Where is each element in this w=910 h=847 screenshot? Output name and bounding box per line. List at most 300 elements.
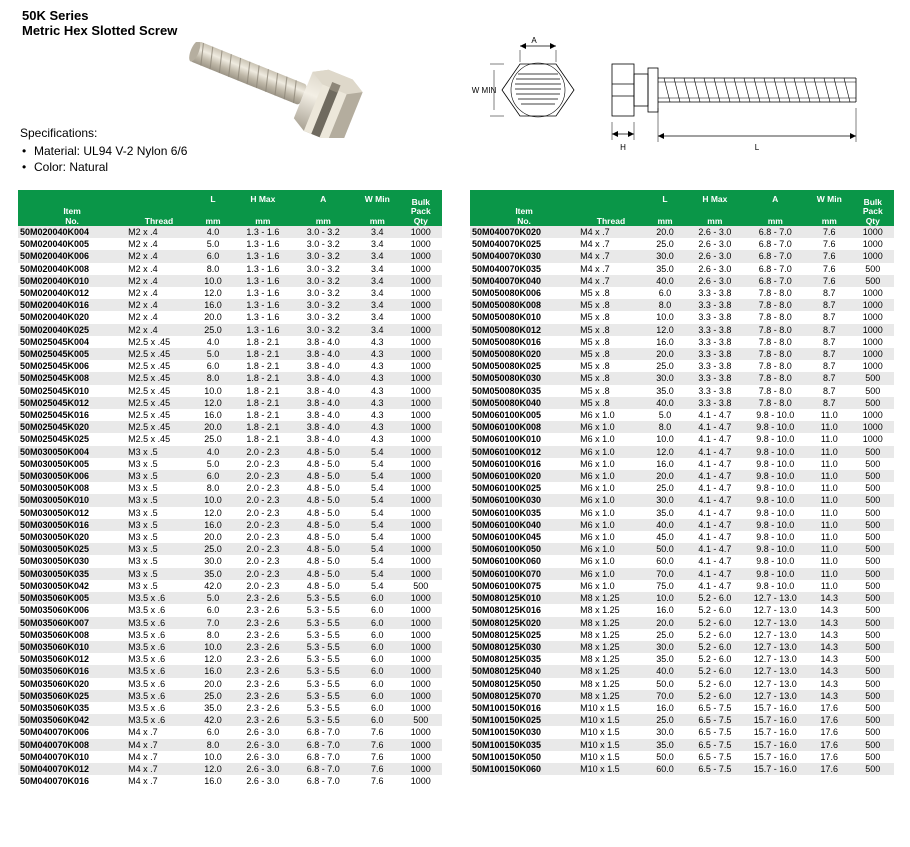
cell-item-no: 50M020040K004 <box>20 227 90 237</box>
table-row <box>18 238 442 250</box>
cell-bulk-qty: 500 <box>865 702 881 713</box>
col-unit-w: mm <box>355 204 400 226</box>
cell-length: 16.0 <box>204 410 222 421</box>
cell-h-max: 4.1 - 4.7 <box>698 532 732 543</box>
table-row <box>470 470 894 482</box>
cell-bulk-qty: 1000 <box>410 507 431 518</box>
cell-length: 8.0 <box>206 739 220 750</box>
cell-item-no: 50M080125K050 <box>472 678 542 689</box>
cell-a: 6.8 - 7.0 <box>758 251 792 262</box>
cell-thread: M10 x 1.5 <box>580 702 620 713</box>
cell-thread: M5 x .8 <box>580 397 610 408</box>
cell-bulk-qty: 1000 <box>862 239 883 250</box>
cell-thread: M3.5 x .6 <box>128 678 166 689</box>
cell-bulk-qty: 1000 <box>410 458 431 469</box>
cell-length: 35.0 <box>656 507 674 518</box>
cell-item-no: 50M030050K016 <box>20 519 90 530</box>
cell-bulk-qty: 500 <box>865 593 881 604</box>
cell-w-min: 3.4 <box>371 227 384 237</box>
cell-item-no: 50M080125K020 <box>472 617 542 628</box>
product-title: Metric Hex Slotted Screw <box>22 23 178 38</box>
cell-a: 12.7 - 13.0 <box>753 617 797 628</box>
cell-thread: M10 x 1.5 <box>580 715 620 726</box>
product-photo <box>168 42 408 138</box>
cell-thread: M4 x .7 <box>128 727 158 738</box>
cell-a: 7.8 - 8.0 <box>758 300 792 311</box>
cell-h-max: 1.3 - 1.6 <box>246 300 280 311</box>
cell-h-max: 1.8 - 2.1 <box>246 397 280 408</box>
table-row <box>18 397 442 409</box>
cell-length: 6.0 <box>206 361 220 372</box>
cell-item-no: 50M030050K042 <box>20 580 90 591</box>
cell-a: 6.8 - 7.0 <box>306 727 340 738</box>
cell-item-no: 50M050080K016 <box>472 336 542 347</box>
cell-w-min: 5.4 <box>371 495 384 506</box>
cell-w-min: 3.4 <box>371 239 384 250</box>
cell-item-no: 50M040070K020 <box>472 227 542 237</box>
cell-item-no: 50M100150K060 <box>472 763 542 774</box>
cell-a: 3.0 - 3.2 <box>306 251 340 262</box>
cell-thread: M5 x .8 <box>580 373 610 384</box>
cell-thread: M5 x .8 <box>580 312 610 323</box>
cell-bulk-qty: 1000 <box>410 263 431 274</box>
cell-length: 12.0 <box>656 324 674 335</box>
cell-thread: M2.5 x .45 <box>128 434 171 445</box>
cell-h-max: 2.3 - 2.6 <box>246 715 280 726</box>
cell-length: 8.0 <box>206 483 220 494</box>
cell-item-no: 50M060100K040 <box>472 519 542 530</box>
cell-thread: M10 x 1.5 <box>580 751 620 762</box>
cell-a: 4.8 - 5.0 <box>306 495 340 506</box>
cell-length: 6.0 <box>206 605 220 616</box>
cell-item-no: 50M025045K025 <box>20 434 90 445</box>
cell-h-max: 2.6 - 3.0 <box>698 275 732 286</box>
cell-thread: M10 x 1.5 <box>580 727 620 738</box>
cell-a: 12.7 - 13.0 <box>753 605 797 616</box>
cell-a: 12.7 - 13.0 <box>753 678 797 689</box>
cell-thread: M8 x 1.25 <box>580 654 620 665</box>
cell-w-min: 14.3 <box>820 690 839 701</box>
cell-item-no: 50M030050K006 <box>20 471 90 482</box>
cell-item-no: 50M030050K020 <box>20 532 90 543</box>
cell-w-min: 3.4 <box>371 275 384 286</box>
table-row <box>18 409 442 421</box>
cell-length: 25.0 <box>656 483 674 494</box>
cell-bulk-qty: 1000 <box>410 776 431 787</box>
cell-length: 40.0 <box>656 397 674 408</box>
cell-bulk-qty: 500 <box>865 275 881 286</box>
cell-thread: M8 x 1.25 <box>580 690 620 701</box>
table-row <box>470 372 894 384</box>
cell-bulk-qty: 500 <box>865 495 881 506</box>
cell-thread: M3 x .5 <box>128 471 158 482</box>
cell-h-max: 5.2 - 6.0 <box>698 666 732 677</box>
cell-bulk-qty: 500 <box>865 373 881 384</box>
cell-w-min: 4.3 <box>371 397 384 408</box>
cell-item-no: 50M060100K010 <box>472 434 542 445</box>
cell-thread: M8 x 1.25 <box>580 617 620 628</box>
table-row <box>18 311 442 323</box>
cell-bulk-qty: 500 <box>865 751 881 762</box>
cell-item-no: 50M060100K075 <box>472 580 542 591</box>
cell-thread: M4 x .7 <box>128 751 158 762</box>
cell-w-min: 6.0 <box>371 678 384 689</box>
cell-thread: M4 x .7 <box>580 251 610 262</box>
cell-thread: M8 x 1.25 <box>580 593 620 604</box>
cell-w-min: 11.0 <box>820 519 838 530</box>
cell-thread: M5 x .8 <box>580 385 610 396</box>
cell-item-no: 50M080125K070 <box>472 690 542 701</box>
cell-a: 4.8 - 5.0 <box>306 507 340 518</box>
cell-h-max: 2.0 - 2.3 <box>246 507 280 518</box>
cell-length: 8.0 <box>658 300 672 311</box>
cell-length: 25.0 <box>204 690 222 701</box>
cell-thread: M10 x 1.5 <box>580 739 620 750</box>
cell-bulk-qty: 1000 <box>862 336 883 347</box>
cell-bulk-qty: 500 <box>865 556 881 567</box>
cell-thread: M3 x .5 <box>128 580 158 591</box>
cell-item-no: 50M035060K005 <box>20 593 90 604</box>
cell-thread: M2 x .4 <box>128 300 158 311</box>
cell-h-max: 1.3 - 1.6 <box>246 275 280 286</box>
cell-thread: M6 x 1.0 <box>580 544 615 555</box>
cell-thread: M3.5 x .6 <box>128 666 166 677</box>
cell-length: 35.0 <box>656 654 674 665</box>
cell-w-min: 17.6 <box>820 715 839 726</box>
cell-a: 9.8 - 10.0 <box>756 532 795 543</box>
cell-item-no: 50M035060K016 <box>20 666 90 677</box>
cell-h-max: 1.8 - 2.1 <box>246 434 280 445</box>
cell-a: 12.7 - 13.0 <box>753 593 797 604</box>
cell-length: 8.0 <box>206 629 220 640</box>
cell-w-min: 4.3 <box>371 434 384 445</box>
cell-h-max: 3.3 - 3.8 <box>698 397 732 408</box>
cell-item-no: 50M025045K008 <box>20 373 90 384</box>
cell-item-no: 50M080125K010 <box>472 593 542 604</box>
cell-bulk-qty: 1000 <box>410 471 431 482</box>
cell-length: 7.0 <box>206 617 220 628</box>
cell-w-min: 6.0 <box>371 617 384 628</box>
cell-a: 9.8 - 10.0 <box>756 446 795 457</box>
cell-length: 10.0 <box>656 593 674 604</box>
table-row <box>470 568 894 580</box>
cell-a: 6.8 - 7.0 <box>306 776 340 787</box>
cell-a: 9.8 - 10.0 <box>756 568 795 579</box>
table-row <box>470 494 894 506</box>
cell-thread: M3 x .5 <box>128 544 158 555</box>
table-row <box>470 238 894 250</box>
cell-h-max: 2.0 - 2.3 <box>246 532 280 543</box>
cell-thread: M2.5 x .45 <box>128 349 171 360</box>
cell-length: 10.0 <box>204 385 222 396</box>
cell-length: 12.0 <box>204 397 222 408</box>
cell-thread: M2.5 x .45 <box>128 397 171 408</box>
table-row <box>18 348 442 360</box>
cell-a: 4.8 - 5.0 <box>306 544 340 555</box>
cell-bulk-qty: 500 <box>865 641 881 652</box>
col-unit-h: mm <box>686 204 743 226</box>
cell-w-min: 4.3 <box>371 361 384 372</box>
cell-item-no: 50M020040K006 <box>20 251 90 262</box>
table-row <box>18 519 442 531</box>
cell-length: 42.0 <box>204 715 222 726</box>
cell-h-max: 3.3 - 3.8 <box>698 324 732 335</box>
table-row <box>470 299 894 311</box>
cell-h-max: 4.1 - 4.7 <box>698 519 732 530</box>
cell-h-max: 2.6 - 3.0 <box>246 763 280 774</box>
cell-a: 4.8 - 5.0 <box>306 471 340 482</box>
table-row <box>470 714 894 726</box>
cell-a: 15.7 - 16.0 <box>753 751 797 762</box>
cell-w-min: 11.0 <box>820 568 838 579</box>
cell-length: 20.0 <box>656 227 674 237</box>
cell-h-max: 2.0 - 2.3 <box>246 471 280 482</box>
cell-h-max: 2.0 - 2.3 <box>246 556 280 567</box>
cell-a: 5.3 - 5.5 <box>306 605 340 616</box>
cell-a: 3.0 - 3.2 <box>306 288 340 299</box>
table-row <box>18 568 442 580</box>
cell-item-no: 50M060100K016 <box>472 458 542 469</box>
cell-a: 12.7 - 13.0 <box>753 666 797 677</box>
cell-w-min: 14.3 <box>820 666 839 677</box>
cell-bulk-qty: 500 <box>865 690 881 701</box>
col-unit-l: mm <box>192 204 234 226</box>
cell-thread: M3.5 x .6 <box>128 605 166 616</box>
cell-thread: M5 x .8 <box>580 336 610 347</box>
cell-thread: M6 x 1.0 <box>580 410 615 421</box>
cell-item-no: 50M035060K012 <box>20 654 90 665</box>
cell-item-no: 50M100150K016 <box>472 702 542 713</box>
cell-thread: M3 x .5 <box>128 507 158 518</box>
parts-table-right-wrap <box>470 190 894 775</box>
cell-item-no: 50M050080K010 <box>472 312 542 323</box>
table-row <box>18 641 442 653</box>
cell-bulk-qty: 500 <box>865 666 881 677</box>
cell-item-no: 50M040070K012 <box>20 763 90 774</box>
table-row <box>18 324 442 336</box>
cell-item-no: 50M060100K035 <box>472 507 542 518</box>
cell-item-no: 50M040070K025 <box>472 239 542 250</box>
cell-length: 75.0 <box>656 580 674 591</box>
cell-h-max: 4.1 - 4.7 <box>698 458 732 469</box>
cell-length: 35.0 <box>656 263 674 274</box>
cell-bulk-qty: 500 <box>865 397 881 408</box>
cell-h-max: 5.2 - 6.0 <box>698 593 732 604</box>
cell-h-max: 2.6 - 3.0 <box>246 727 280 738</box>
cell-item-no: 50M030050K008 <box>20 483 90 494</box>
table-row <box>18 385 442 397</box>
cell-bulk-qty: 500 <box>865 263 881 274</box>
cell-h-max: 1.8 - 2.1 <box>246 361 280 372</box>
cell-item-no: 50M080125K025 <box>472 629 542 640</box>
cell-w-min: 8.7 <box>823 397 836 408</box>
cell-w-min: 14.3 <box>820 654 839 665</box>
cell-a: 7.8 - 8.0 <box>758 288 792 299</box>
cell-a: 3.8 - 4.0 <box>306 397 340 408</box>
cell-thread: M3.5 x .6 <box>128 593 166 604</box>
cell-thread: M5 x .8 <box>580 288 610 299</box>
table-row <box>18 617 442 629</box>
cell-w-min: 6.0 <box>371 654 384 665</box>
cell-a: 4.8 - 5.0 <box>306 580 340 591</box>
cell-bulk-qty: 500 <box>865 458 881 469</box>
cell-w-min: 6.0 <box>371 605 384 616</box>
table-body-right <box>470 226 894 775</box>
cell-item-no: 50M040070K008 <box>20 739 90 750</box>
cell-thread: M2 x .4 <box>128 288 158 299</box>
table-row <box>18 678 442 690</box>
cell-length: 5.0 <box>658 410 672 421</box>
cell-item-no: 50M060100K020 <box>472 471 542 482</box>
cell-a: 7.8 - 8.0 <box>758 312 792 323</box>
col-header-thread: Thread <box>126 190 192 226</box>
cell-thread: M4 x .7 <box>580 263 610 274</box>
cell-a: 9.8 - 10.0 <box>756 471 795 482</box>
cell-item-no: 50M030050K030 <box>20 556 90 567</box>
cell-bulk-qty: 1000 <box>410 605 431 616</box>
cell-length: 4.0 <box>206 446 220 457</box>
cell-item-no: 50M035060K035 <box>20 702 90 713</box>
cell-w-min: 4.3 <box>371 422 384 433</box>
table-row <box>18 433 442 445</box>
cell-bulk-qty: 1000 <box>410 556 431 567</box>
cell-bulk-qty: 1000 <box>410 361 431 372</box>
cell-a: 3.8 - 4.0 <box>306 410 340 421</box>
cell-h-max: 2.3 - 2.6 <box>246 617 280 628</box>
cell-w-min: 11.0 <box>820 422 838 433</box>
cell-w-min: 6.0 <box>371 641 384 652</box>
cell-item-no: 50M020040K008 <box>20 263 90 274</box>
cell-a: 3.8 - 4.0 <box>306 422 340 433</box>
cell-bulk-qty: 1000 <box>410 617 431 628</box>
table-row <box>18 507 442 519</box>
cell-a: 9.8 - 10.0 <box>756 556 795 567</box>
cell-a: 3.8 - 4.0 <box>306 434 340 445</box>
cell-h-max: 4.1 - 4.7 <box>698 580 732 591</box>
table-row <box>18 287 442 299</box>
cell-a: 5.3 - 5.5 <box>306 654 340 665</box>
cell-h-max: 6.5 - 7.5 <box>698 715 732 726</box>
cell-thread: M4 x .7 <box>580 227 610 237</box>
col-header-item: Item No. <box>470 190 578 226</box>
cell-thread: M5 x .8 <box>580 324 610 335</box>
cell-h-max: 4.1 - 4.7 <box>698 556 732 567</box>
cell-length: 20.0 <box>656 471 674 482</box>
cell-length: 25.0 <box>656 629 674 640</box>
table-row <box>470 617 894 629</box>
col-header-a: A <box>743 190 807 204</box>
cell-bulk-qty: 500 <box>865 763 881 774</box>
cell-bulk-qty: 1000 <box>410 275 431 286</box>
cell-w-min: 5.4 <box>371 556 384 567</box>
cell-bulk-qty: 1000 <box>862 361 883 372</box>
table-row <box>18 751 442 763</box>
cell-bulk-qty: 500 <box>865 727 881 738</box>
cell-h-max: 1.8 - 2.1 <box>246 422 280 433</box>
cell-w-min: 17.6 <box>820 763 839 774</box>
page-title <box>22 8 177 38</box>
cell-length: 60.0 <box>656 556 674 567</box>
cell-length: 10.0 <box>656 434 674 445</box>
table-row <box>18 263 442 275</box>
cell-w-min: 11.0 <box>820 483 838 494</box>
cell-item-no: 50M060100K005 <box>472 410 542 421</box>
table-row <box>470 482 894 494</box>
col-header-l: L <box>644 190 686 204</box>
cell-a: 3.8 - 4.0 <box>306 361 340 372</box>
cell-thread: M6 x 1.0 <box>580 556 615 567</box>
dim-label-wmin: W MIN <box>471 86 497 95</box>
cell-h-max: 3.3 - 3.8 <box>698 312 732 323</box>
cell-a: 9.8 - 10.0 <box>756 580 795 591</box>
cell-bulk-qty: 1000 <box>410 373 431 384</box>
cell-a: 7.8 - 8.0 <box>758 373 792 384</box>
technical-drawing <box>460 30 890 170</box>
cell-item-no: 50M035060K010 <box>20 641 90 652</box>
cell-thread: M2.5 x .45 <box>128 373 171 384</box>
cell-length: 25.0 <box>204 434 222 445</box>
cell-item-no: 50M035060K008 <box>20 629 90 640</box>
cell-item-no: 50M080125K040 <box>472 666 542 677</box>
cell-bulk-qty: 1000 <box>410 641 431 652</box>
cell-item-no: 50M060100K045 <box>472 532 542 543</box>
col-header-hmax: H Max <box>234 190 291 204</box>
cell-a: 5.3 - 5.5 <box>306 629 340 640</box>
cell-item-no: 50M020040K025 <box>20 324 90 335</box>
cell-w-min: 7.6 <box>823 263 836 274</box>
cell-thread: M8 x 1.25 <box>580 629 620 640</box>
cell-length: 4.0 <box>206 336 220 347</box>
cell-h-max: 2.0 - 2.3 <box>246 495 280 506</box>
cell-a: 4.8 - 5.0 <box>306 458 340 469</box>
cell-a: 5.3 - 5.5 <box>306 702 340 713</box>
cell-w-min: 3.4 <box>371 324 384 335</box>
cell-h-max: 4.1 - 4.7 <box>698 471 732 482</box>
table-row <box>18 629 442 641</box>
cell-bulk-qty: 500 <box>865 605 881 616</box>
table-row <box>18 531 442 543</box>
cell-item-no: 50M050080K040 <box>472 397 542 408</box>
table-row <box>470 543 894 555</box>
cell-bulk-qty: 500 <box>865 654 881 665</box>
parts-table-left <box>18 190 442 787</box>
cell-w-min: 7.6 <box>371 727 384 738</box>
cell-length: 16.0 <box>204 666 222 677</box>
cell-w-min: 11.0 <box>820 532 838 543</box>
cell-h-max: 2.6 - 3.0 <box>698 227 732 237</box>
table-row <box>18 775 442 787</box>
cell-thread: M8 x 1.25 <box>580 641 620 652</box>
cell-thread: M3.5 x .6 <box>128 690 166 701</box>
cell-h-max: 1.8 - 2.1 <box>246 373 280 384</box>
cell-bulk-qty: 1000 <box>410 727 431 738</box>
cell-thread: M3.5 x .6 <box>128 617 166 628</box>
table-row <box>18 592 442 604</box>
cell-a: 12.7 - 13.0 <box>753 641 797 652</box>
cell-length: 20.0 <box>656 617 674 628</box>
cell-length: 50.0 <box>656 751 674 762</box>
cell-w-min: 5.4 <box>371 446 384 457</box>
cell-w-min: 3.4 <box>371 288 384 299</box>
table-row <box>470 629 894 641</box>
cell-bulk-qty: 500 <box>865 507 881 518</box>
cell-length: 5.0 <box>206 593 220 604</box>
cell-h-max: 4.1 - 4.7 <box>698 446 732 457</box>
cell-length: 70.0 <box>656 690 674 701</box>
cell-thread: M8 x 1.25 <box>580 666 620 677</box>
cell-a: 9.8 - 10.0 <box>756 410 795 421</box>
cell-bulk-qty: 1000 <box>410 336 431 347</box>
